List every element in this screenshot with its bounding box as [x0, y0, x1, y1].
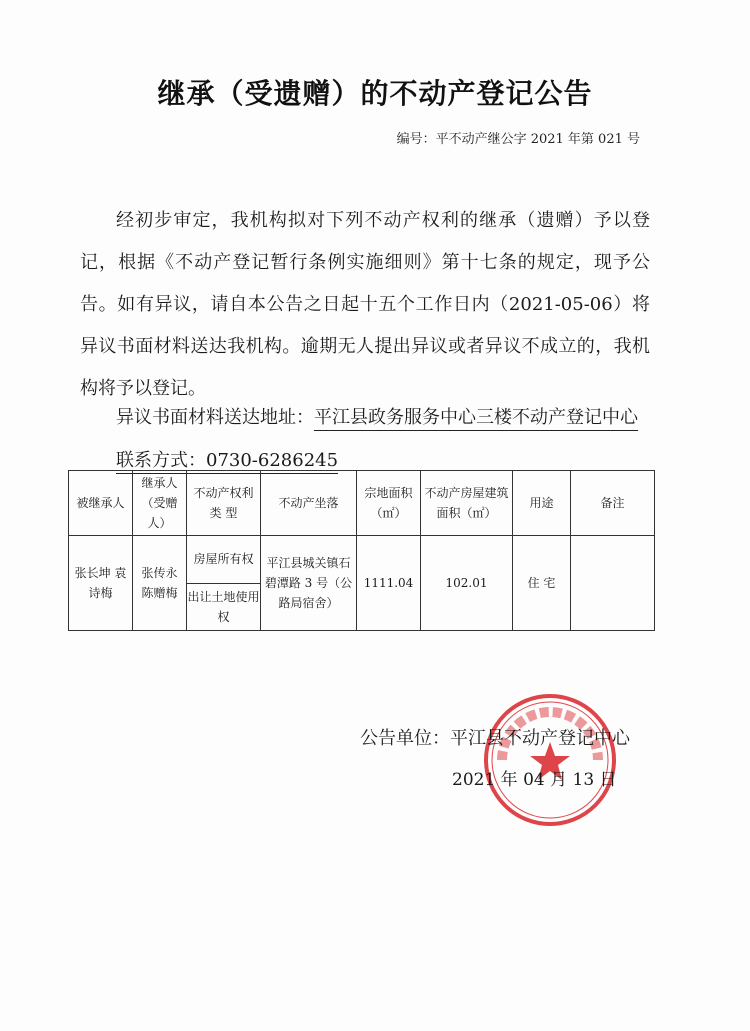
contact-info	[116, 446, 338, 472]
header-remark: 备注	[571, 471, 655, 536]
header-decedent: 被继承人	[69, 471, 133, 536]
cell-heir: 张传永 陈赠梅	[133, 536, 187, 631]
header-building-area: 不动产房屋建筑面积（㎡）	[421, 471, 513, 536]
objection-address	[116, 403, 638, 429]
table-row	[69, 536, 655, 631]
publisher-value: 平江县不动产登记中心	[450, 728, 630, 749]
contact-value: 0730-6286245	[206, 450, 338, 474]
header-location: 不动产坐落	[261, 471, 357, 536]
cell-right-type-1: 房屋所有权	[187, 536, 260, 584]
header-right-type: 不动产权利类 型	[187, 471, 261, 536]
header-usage: 用途	[513, 471, 571, 536]
notice-body: 经初步审定，我机构拟对下列不动产权利的继承（遗赠）予以登记，根据《不动产登记暂行条例实施细则》第十七条的规定，现予公告。如有异议，请自本公告之日起十五个工作日内（2021-05-06）将异议书面材料送达我机构。逾期无人提出异议或者异议不成立的，我机构将予以登记。	[80, 210, 650, 399]
official-seal-icon	[480, 690, 620, 830]
cell-land-area: 1111.04	[357, 536, 421, 631]
registration-table	[68, 470, 655, 631]
address-value: 平江县政务服务中心三楼不动产登记中心	[314, 407, 638, 431]
table-header-row	[69, 471, 655, 536]
cell-remark	[571, 536, 655, 631]
header-heir: 继承人（受赠人）	[133, 471, 187, 536]
contact-label: 联系方式：	[116, 450, 206, 474]
document-number: 编号：平不动产继公字 2021 年第 021 号	[396, 132, 640, 147]
cell-right-type	[187, 536, 261, 631]
cell-building-area: 102.01	[421, 536, 513, 631]
publish-date: 2021 年 04 月 13 日	[452, 770, 617, 790]
cell-location: 平江县城关镇石碧潭路 3 号（公路局宿舍）	[261, 536, 357, 631]
cell-right-type-2: 出让土地使用权	[187, 589, 260, 624]
publisher-label: 公告单位：	[360, 728, 450, 749]
cell-decedent: 张长坤 袁诗梅	[69, 536, 133, 631]
page-title: 继承（受遗赠）的不动产登记公告	[157, 77, 593, 110]
cell-usage: 住 宅	[513, 536, 571, 631]
header-land-area: 宗地面积（㎡）	[357, 471, 421, 536]
address-label: 异议书面材料送达地址：	[116, 407, 314, 428]
publisher	[360, 724, 630, 750]
